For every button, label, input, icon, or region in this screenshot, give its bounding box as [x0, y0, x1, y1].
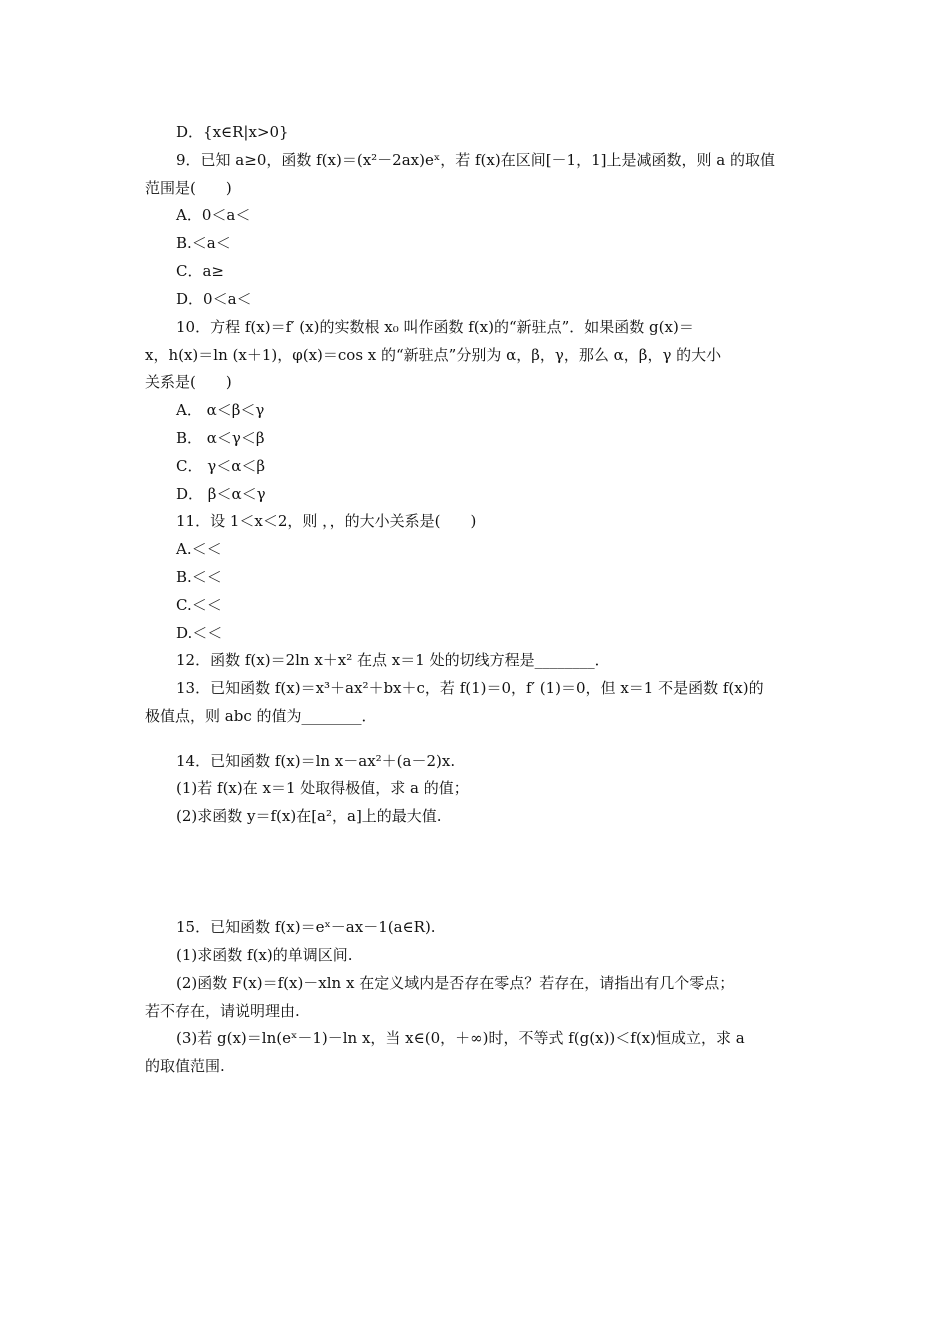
option-c-q11: C.＜＜ [176, 596, 222, 614]
question-13: 13．已知函数 f(x)＝x³＋ax²＋bx＋c，若 f(1)＝0，f′ (1)＝0，但 x＝1 不是函数 f(x)的 [176, 679, 764, 697]
option-b-q10: B． α＜γ＜β [176, 429, 265, 447]
question-9: 9．已知 a≥0，函数 f(x)＝(x²－2ax)eˣ，若 f(x)在区间[－1，1]上是减函数，则 a 的取值 [176, 151, 775, 169]
option-a-q11: A.＜＜ [176, 540, 222, 558]
option-a-q9: A．0＜a＜ [176, 206, 251, 224]
question-15: 15．已知函数 f(x)＝eˣ－ax－1(a∈R). [176, 918, 436, 936]
question-14: 14．已知函数 f(x)＝ln x－ax²＋(a－2)x. [176, 752, 456, 770]
question-11: 11．设 1＜x＜2，则 ，，的大小关系是( ) [176, 512, 477, 530]
question-15-part-3: (3)若 g(x)＝ln(eˣ－1)－ln x，当 x∈(0，＋∞)时，不等式 f(g(x))＜f(x)恒成立，求 a [176, 1029, 745, 1047]
option-c-q9: C．a≥ [176, 262, 224, 280]
question-14-part-2: (2)求函数 y＝f(x)在[a²，a]上的最大值. [176, 807, 442, 825]
option-d-q8: D．{x∈R|x>0} [176, 123, 289, 141]
question-9-cont: 范围是( ) [145, 179, 232, 197]
question-12: 12．函数 f(x)＝2ln x＋x² 在点 x＝1 处的切线方程是________． [176, 651, 610, 669]
question-15-part-3-cont: 的取值范围. [145, 1057, 225, 1075]
option-d-q9: D．0＜a＜ [176, 290, 252, 308]
question-15-part-2-cont: 若不存在，请说明理由. [145, 1002, 300, 1020]
option-b-q11: B.＜＜ [176, 568, 222, 586]
question-10-cont2: 关系是( ) [145, 373, 232, 391]
option-d-q10: D． β＜α＜γ [176, 485, 266, 503]
question-10-cont: x，h(x)＝ln (x＋1)，φ(x)＝cos x 的“新驻点”分别为 α，β，γ，那么 α，β，γ 的大小 [145, 346, 722, 364]
question-15-part-1: (1)求函数 f(x)的单调区间. [176, 946, 353, 964]
option-a-q10: A． α＜β＜γ [176, 401, 265, 419]
question-15-part-2: (2)函数 F(x)＝f(x)－xln x 在定义域内是否存在零点？若存在，请指出有几个零点； [176, 974, 735, 992]
option-d-q11: D.＜＜ [176, 624, 223, 642]
question-10: 10．方程 f(x)＝f′ (x)的实数根 x₀ 叫作函数 f(x)的“新驻点”．如果函数 g(x)＝ [176, 318, 694, 336]
question-14-part-1: (1)若 f(x)在 x＝1 处取得极值，求 a 的值； [176, 779, 469, 797]
option-b-q9: B.＜a＜ [176, 234, 231, 252]
question-13-cont: 极值点，则 abc 的值为________． [145, 707, 377, 725]
option-c-q10: C． γ＜α＜β [176, 457, 266, 475]
